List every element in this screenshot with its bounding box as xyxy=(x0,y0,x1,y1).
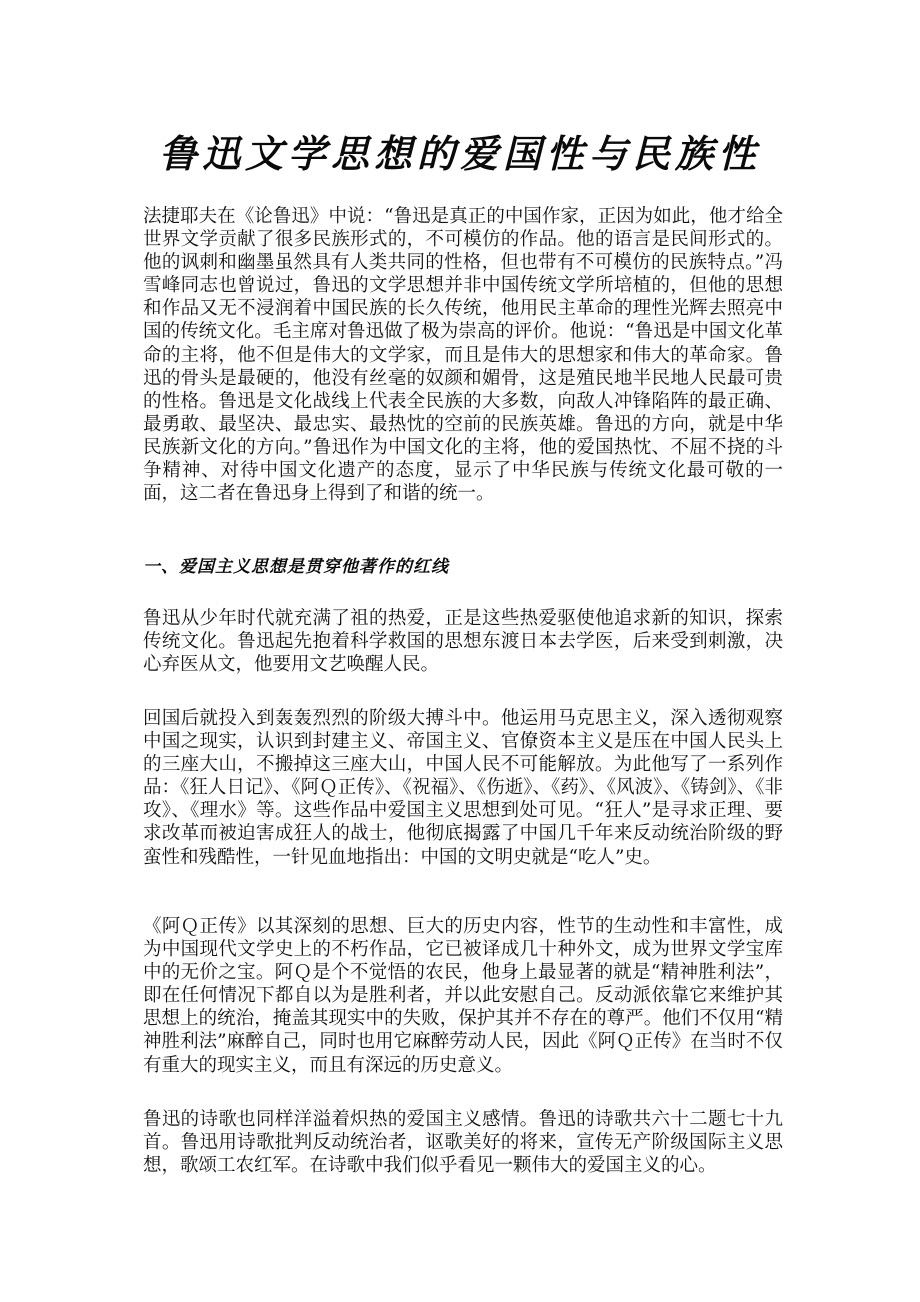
body-paragraph: 《阿Ｑ正传》以其深刻的思想、巨大的历史内容，性节的生动性和丰富性，成为中国现代文学史上的不朽作品，它已被译成几十种外文，成为世界文学宝库中的无价之宝。阿Ｑ是个不觉悟的农民，他身上最显著的就是“精神胜利法”，即在任何情况下都自以为是胜利者，并以此安慰自己。反动派依靠它来维护其思想上的统治，掩盖其现实中的失败，保护其并不存在的尊严。他们不仅用“精神胜利法”麻醉自己，同时也用它麻醉劳动人民，因此《阿Ｑ正传》在当时不仅有重大的现实主义，而且有深远的历史意义。 xyxy=(143,916,783,1076)
intro-paragraph: 法捷耶夫在《论鲁迅》中说：“鲁迅是真正的中国作家，正因为如此，他才给全世界文学贡献了很多民族形式的，不可模仿的作品。他的语言是民间形式的。他的讽刺和幽墨虽然具有人类共同的性格，但也带有不可模仿的民族特点。”冯雪峰同志也曾说过，鲁迅的文学思想并非中国传统文学所培植的，但他的思想和作品又无不浸润着中国民族的长久传统，他用民主革命的理性光辉去照亮中国的传统文化。毛主席对鲁迅做了极为崇高的评价。他说：“鲁迅是中国文化革命的主将，他不但是伟大的文学家，而且是伟大的思想家和伟大的革命家。鲁迅的骨头是最硬的，他没有丝毫的奴颜和媚骨，这是殖民地半民地人民最可贵的性格。鲁迅是文化战线上代表全民族的大多数，向敌人冲锋陷阵的最正确、最勇敢、最坚决、最忠实、最热忱的空前的民族英雄。鲁迅的方向，就是中华民族新文化的方向。”鲁迅作为中国文化的主将，他的爱国热忱、不屈不挠的斗争精神、对待中国文化遗产的态度，显示了中华民族与传统文化最可敬的一面，这二者在鲁迅身上得到了和谐的统一。 xyxy=(143,206,783,505)
document-title: 鲁迅文学思想的爱国性与民族性 xyxy=(158,131,761,176)
section-heading: 一、爱国主义思想是贯穿他著作的红线 xyxy=(143,557,449,577)
body-paragraph: 回国后就投入到轰轰烈烈的阶级大搏斗中。他运用马克思主义，深入透彻观察中国之现实，认识到封建主义、帝国主义、官僚资本主义是压在中国人民头上的三座大山，不搬掉这三座大山，中国人民不可能解放。为此他写了一系列作品：《狂人日记》、《阿Ｑ正传》、《祝福》、《伤逝》、《药》、《风波》、《铸剑》、《非攻》、《理水》等。这些作品中爱国主义思想到处可见。“狂人”是寻求正理、要求改革而被迫害成狂人的战士，他彻底揭露了中国几千年来反动统治阶级的野蛮性和残酷性，一针见血地指出：中国的文明史就是“吃人”史。 xyxy=(143,708,783,868)
body-paragraph: 鲁迅从少年时代就充满了祖的热爱，正是这些热爱驱使他追求新的知识，探索传统文化。鲁迅起先抱着科学救国的思想东渡日本去学医，后来受到刺激，决心弃医从文，他要用文艺唤醒人民。 xyxy=(143,608,783,676)
body-paragraph: 鲁迅的诗歌也同样洋溢着炽热的爱国主义感情。鲁迅的诗歌共六十二题七十九首。鲁迅用诗歌批判反动统治者，讴歌美好的将来，宣传无产阶级国际主义思想，歌颂工农红军。在诗歌中我们似乎看见一颗伟大的爱国主义的心。 xyxy=(143,1109,783,1177)
